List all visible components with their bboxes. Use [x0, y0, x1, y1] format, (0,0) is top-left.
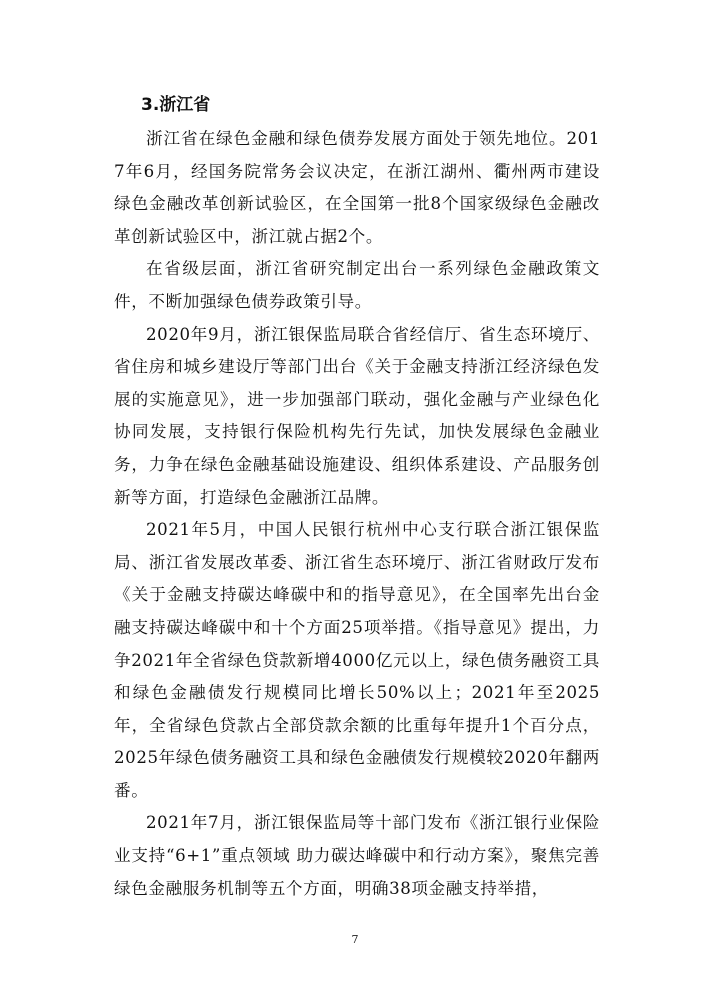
paragraph: 在省级层面，浙江省研究制定出台一系列绿色金融政策文件，不断加强绿色债券政策引导。: [114, 259, 600, 311]
paragraph: 浙江省在绿色金融和绿色债券发展方面处于领先地位。2017年6月，经国务院常务会议决定，在浙江湖州、衢州两市建设绿色金融改革创新试验区，在全国第一批8个国家级绿色金融改革创新试验区中，浙江就占据2个。: [114, 129, 600, 246]
paragraph: 2020年9月，浙江银保监局联合省经信厅、省生态环境厅、省住房和城乡建设厅等部门出台《关于金融支持浙江经济绿色发展的实施意见》，进一步加强部门联动，强化金融与产业绿色化协同发展，支持银行保险机构先行先试，加快发展绿色金融业务，力争在绿色金融基础设施建设、组织体系建设、产品服务创新等方面，打造绿色金融浙江品牌。: [114, 324, 600, 507]
page-number: 7: [351, 933, 359, 946]
section-heading: 3.浙江省: [141, 95, 211, 115]
paragraph: 2021年7月，浙江银保监局等十部门发布《浙江银行业保险业支持“6+1”重点领域 助力碳达峰碳中和行动方案》，聚焦完善绿色金融服务机制等五个方面，明确38项金融支持举措，: [114, 813, 600, 898]
page-content: [114, 86, 600, 905]
paragraph: 2021年5月，中国人民银行杭州中心支行联合浙江银保监局、浙江省发展改革委、浙江省生态环境厅、浙江省财政厅发布《关于金融支持碳达峰碳中和的指导意见》，在全国率先出台金融支持碳达峰碳中和十个方面25项举措。《指导意见》提出，力争2021年全省绿色贷款新增4000亿元以上，绿色债务融资工具和绿色金融债发行规模同比增长50%以上；2021年至2025年，全省绿色贷款占全部贷款余额的比重每年提升1个百分点，2025年绿色债务融资工具和绿色金融债发行规模较2020年翻两番。: [114, 520, 600, 800]
